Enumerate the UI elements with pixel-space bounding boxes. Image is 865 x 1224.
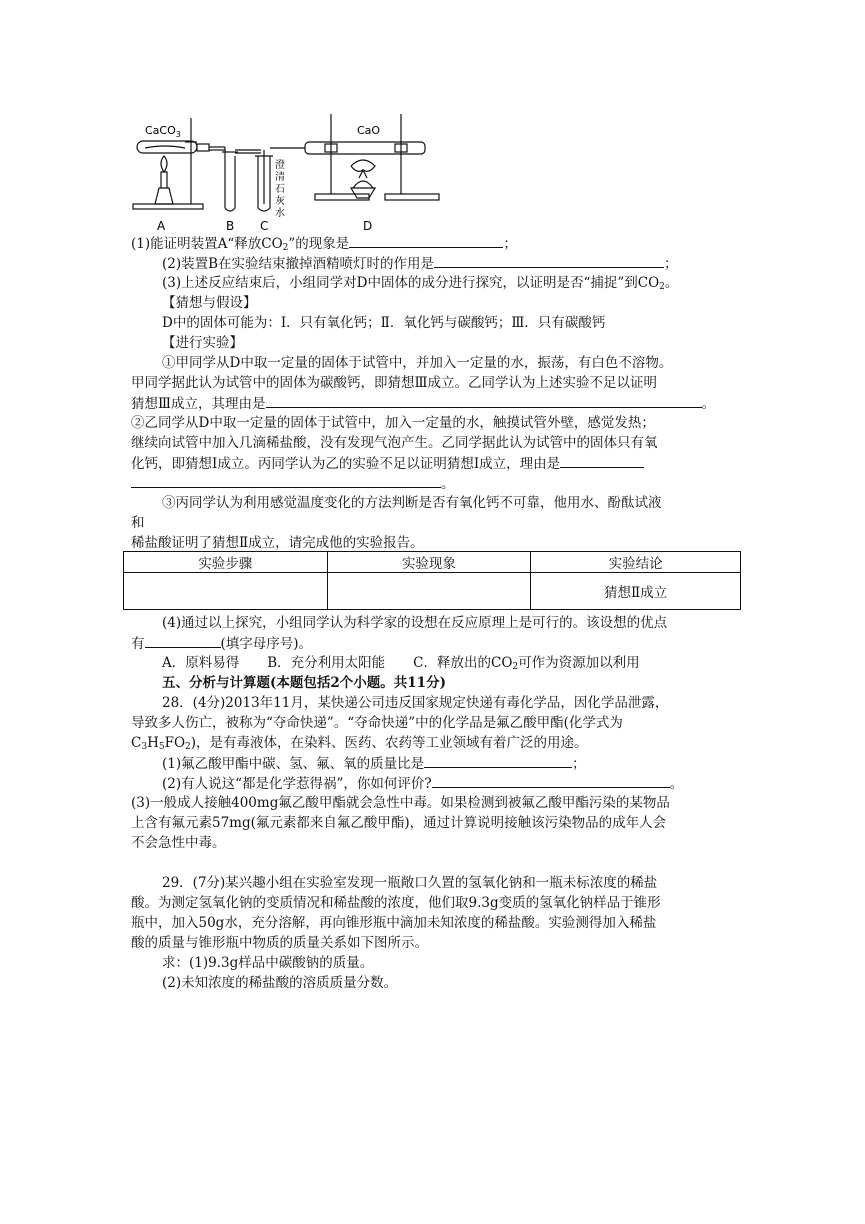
cao-label: CaO [357,124,381,137]
answer-blank-exp1[interactable] [266,393,702,408]
label-c: C [260,219,269,233]
question-1: (1)能证明装置A“释放$CO_2$”的现象是 ； [131,233,517,254]
answer-blank-exp2a[interactable] [560,453,644,468]
exp2-line-2: 继续向试管中加入几滴稀盐酸，没有发现气泡产生。乙同学据此认为试管中的固体只有氧 [131,435,658,451]
exp2-line-1: ②乙同学从D中取一定量的固体于试管中，加入一定量的水，触摸试管外壁，感觉发热； [131,415,655,431]
label-d: D [363,219,373,233]
q29-line-4: 酸的质量与锥形瓶中物质的质量关系如下图所示。 [131,935,428,951]
question-3: (3)上述反应结束后，小组同学对D中固体的成分进行探究，以证明是否“捕捉”到$CO_2$。 [162,275,679,292]
experiment-title: 【进行实验】 [162,335,243,351]
table-cell-conclusion: 猜想Ⅱ成立 [531,573,741,610]
q28-part-2: (2)有人说这“都是化学惹得祸”，你如何评价? 。 [162,773,683,794]
option-b: B．充分利用太阳能 [267,655,386,671]
stand-base-a [133,204,203,209]
caco3-label: CaCO$_3$ [145,124,181,139]
q29-part-1: 求：(1)9.3g样品中碳酸钠的质量。 [162,955,374,971]
experiment-apparatus-diagram [125,108,445,234]
q28-part-3-line-2: 上含有氟元素57mg(氟元素都来自氟乙酸甲酯)，通过计算说明接触该污染物品的成年人会 [131,815,667,831]
table-cell-steps[interactable] [124,573,328,610]
answer-blank-exp2b[interactable] [131,473,441,488]
exp1-line-1: ①甲同学从D中取一定量的固体于试管中，并加入一定量的水，振荡，有白色不溶物。 [162,355,673,371]
exp3-line-1: ③丙同学认为利用感觉温度变化的方法判断是否有氧化钙不可靠，他用水、酚酞试液 [162,495,662,511]
exp2-line-4: 。 [131,473,455,494]
q28-part-1: (1)氟乙酸甲酯中碳、氢、氟、氧的质量比是 ； [162,753,586,774]
q28-part-3-line-3: 不会急性中毒。 [131,835,226,851]
experiment-report-table [123,551,741,610]
answer-blank-28-2[interactable] [432,773,670,788]
question-4-options [162,653,640,673]
q29-part-2: (2)未知浓度的稀盐酸的溶质质量分数。 [162,975,398,991]
q29-line-1: 29．(7分)某兴趣小组在实验室发现一瓶敞口久置的氢氧化钠和一瓶未标浓度的稀盐 [162,875,658,891]
exp1-line-2: 甲同学据此认为试管中的固体为碳酸钙，即猜想Ⅲ成立。乙同学认为上述实验不足以证明 [131,375,658,391]
answer-blank-1[interactable] [349,233,503,248]
limewater-char-5: 水 [275,208,285,219]
label-a: A [157,219,166,233]
limewater-char-4: 灰 [275,196,285,207]
table-cell-phenomena[interactable] [327,573,531,610]
option-c: C．释放出的$CO_2$可作为资源加以利用 [413,655,640,672]
q28-line-1: 28．(4分)2013年11月，某快递公司违反国家规定快递有毒化学品，因化学品泄露， [162,695,669,711]
option-a: A．原料易得 [162,655,240,671]
label-b: B [226,219,235,233]
exp3-line-2: 和 [131,515,145,531]
q28-part-3-line-1: (3)一般成人接触400mg氟乙酸甲酯就会急性中毒。如果检测到被氟乙酸甲酯污染的某物品 [131,795,670,811]
answer-blank-28-1[interactable] [424,753,572,768]
q28-line-3: $C_3H_5FO_2$)，是有毒液体，在染料、医药、农药等工业领域有着广泛的用途。 [131,735,588,752]
exp2-line-3: 化钙，即猜想I成立。丙同学认为乙的实验不足以证明猜想I成立，理由是 [131,453,644,474]
hypothesis-text: D中的固体可能为：I．只有氧化钙；Ⅱ．氧化钙与碳酸钙；Ⅲ．只有碳酸钙 [162,315,606,331]
answer-blank-2[interactable] [434,253,664,268]
limewater-char-2: 清 [275,172,285,183]
table-header-phenomena: 实验现象 [327,552,531,573]
table-header-steps: 实验步骤 [124,552,328,573]
q28-line-2: 导致多人伤亡，被称为“夺命快递”。“夺命快递”中的化学品是氟乙酸甲酯(化学式为 [131,715,623,731]
question-4-line-1: (4)通过以上探究，小组同学认为科学家的设想在反应原理上是可行的。该设想的优点 [162,615,668,631]
question-4-line-2: 有 (填字母序号)。 [131,633,312,654]
limewater-char-1: 澄 [275,160,285,171]
question-2: (2)装置B在实验结束撤掉酒精喷灯时的作用是 ； [162,253,678,274]
exp3-line-3: 稀盐酸证明了猜想Ⅱ成立，请完成他的实验报告。 [131,535,424,551]
section-5-title: 五、分析与计算题(本题包括2个小题。共11分) [162,675,446,691]
answer-blank-4[interactable] [145,633,221,648]
limewater-char-3: 石 [275,184,285,195]
q29-line-2: 酸。为测定氢氧化钠的变质情况和稀盐酸的浓度，他们取9.3g变质的氢氧化钠样品于锥形 [131,895,661,911]
hypothesis-title: 【猜想与假设】 [162,295,257,311]
exp1-line-3: 猜想Ⅲ成立，其理由是 。 [131,393,715,414]
q29-line-3: 瓶中，加入50g水，充分溶解，再向锥形瓶中滴加未知浓度的稀盐酸。实验测得加入稀盐 [131,915,657,931]
table-header-conclusion: 实验结论 [531,552,741,573]
